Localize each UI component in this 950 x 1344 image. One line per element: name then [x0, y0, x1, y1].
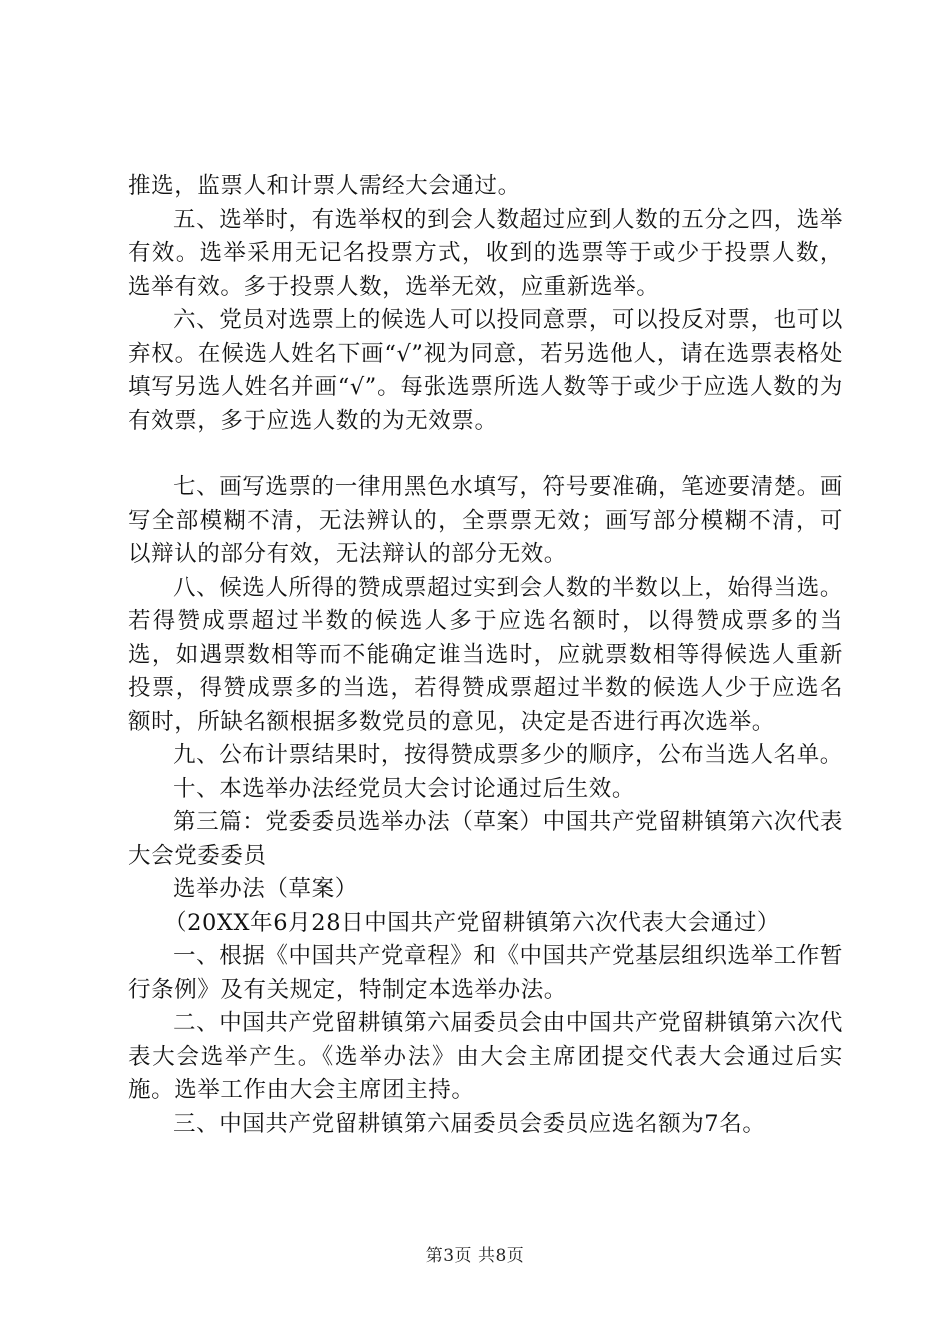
paragraph-item-5: 五、选举时，有选举权的到会人数超过应到人数的五分之四，选举有效。选举采用无记名投票方式，收到的选票等于或少于投票人数，选举有效。多于投票人数，选举无效，应重新选举。 [128, 206, 843, 300]
paragraph-article-3: 三、中国共产党留耕镇第六届委员会委员应选名额为7名。 [173, 1110, 766, 1137]
section-heading: 第三篇：党委委员选举办法（草案）中国共产党留耕镇第六次代表大会党委委员 [128, 809, 843, 869]
section-subheading: 选举办法（草案） [173, 876, 358, 902]
document-body [128, 170, 843, 1141]
adoption-date: （20XX年6月28日中国共产党留耕镇第六次代表大会通过） [164, 909, 781, 936]
paragraph-article-2: 二、中国共产党留耕镇第六届委员会由中国共产党留耕镇第六次代表大会选举产生。《选举办法》由大会主席团提交代表大会通过后实施。选举工作由大会主席团主持。 [128, 1010, 843, 1103]
paragraph-spacer [128, 438, 843, 471]
page-number-footer: 第3页 共8页 [425, 1246, 525, 1266]
paragraph-continuation: 推选，监票人和计票人需经大会通过。 [128, 173, 521, 199]
paragraph-article-1: 一、根据《中国共产党章程》和《中国共产党基层组织选举工作暂行条例》及有关规定，特制定本选举办法。 [128, 943, 843, 1003]
paragraph-item-7: 七、画写选票的一律用黑色水填写，符号要准确，笔迹要清楚。画写全部模糊不清，无法辨认的，全票票无效；画写部分模糊不清，可以辩认的部分有效，无法辩认的部分无效。 [128, 474, 843, 567]
paragraph-item-6: 六、党员对选票上的候选人可以投同意票，可以投反对票，也可以弃权。在候选人姓名下画“√”视为同意，若另选他人，请在选票表格处填写另选人姓名并画“√”。每张选票所选人数等于或少于应选人数的为有效票，多于应选人数的为无效票。 [128, 307, 843, 434]
paragraph-item-9: 九、公布计票结果时，按得赞成票多少的顺序，公布当选人名单。 [173, 742, 843, 768]
paragraph-item-10: 十、本选举办法经党员大会讨论通过后生效。 [173, 775, 636, 802]
paragraph-item-8: 八、候选人所得的赞成票超过实到会人数的半数以上，始得当选。若得赞成票超过半数的候选人多于应选名额时，以得赞成票多的当选，如遇票数相等而不能确定谁当选时，应就票数相等得候选人重新投票，得赞成票多的当选，若得赞成票超过半数的候选人少于应选名额时，所缺名额根据多数党员的意见，决定是否进行再次选举。 [128, 574, 843, 735]
